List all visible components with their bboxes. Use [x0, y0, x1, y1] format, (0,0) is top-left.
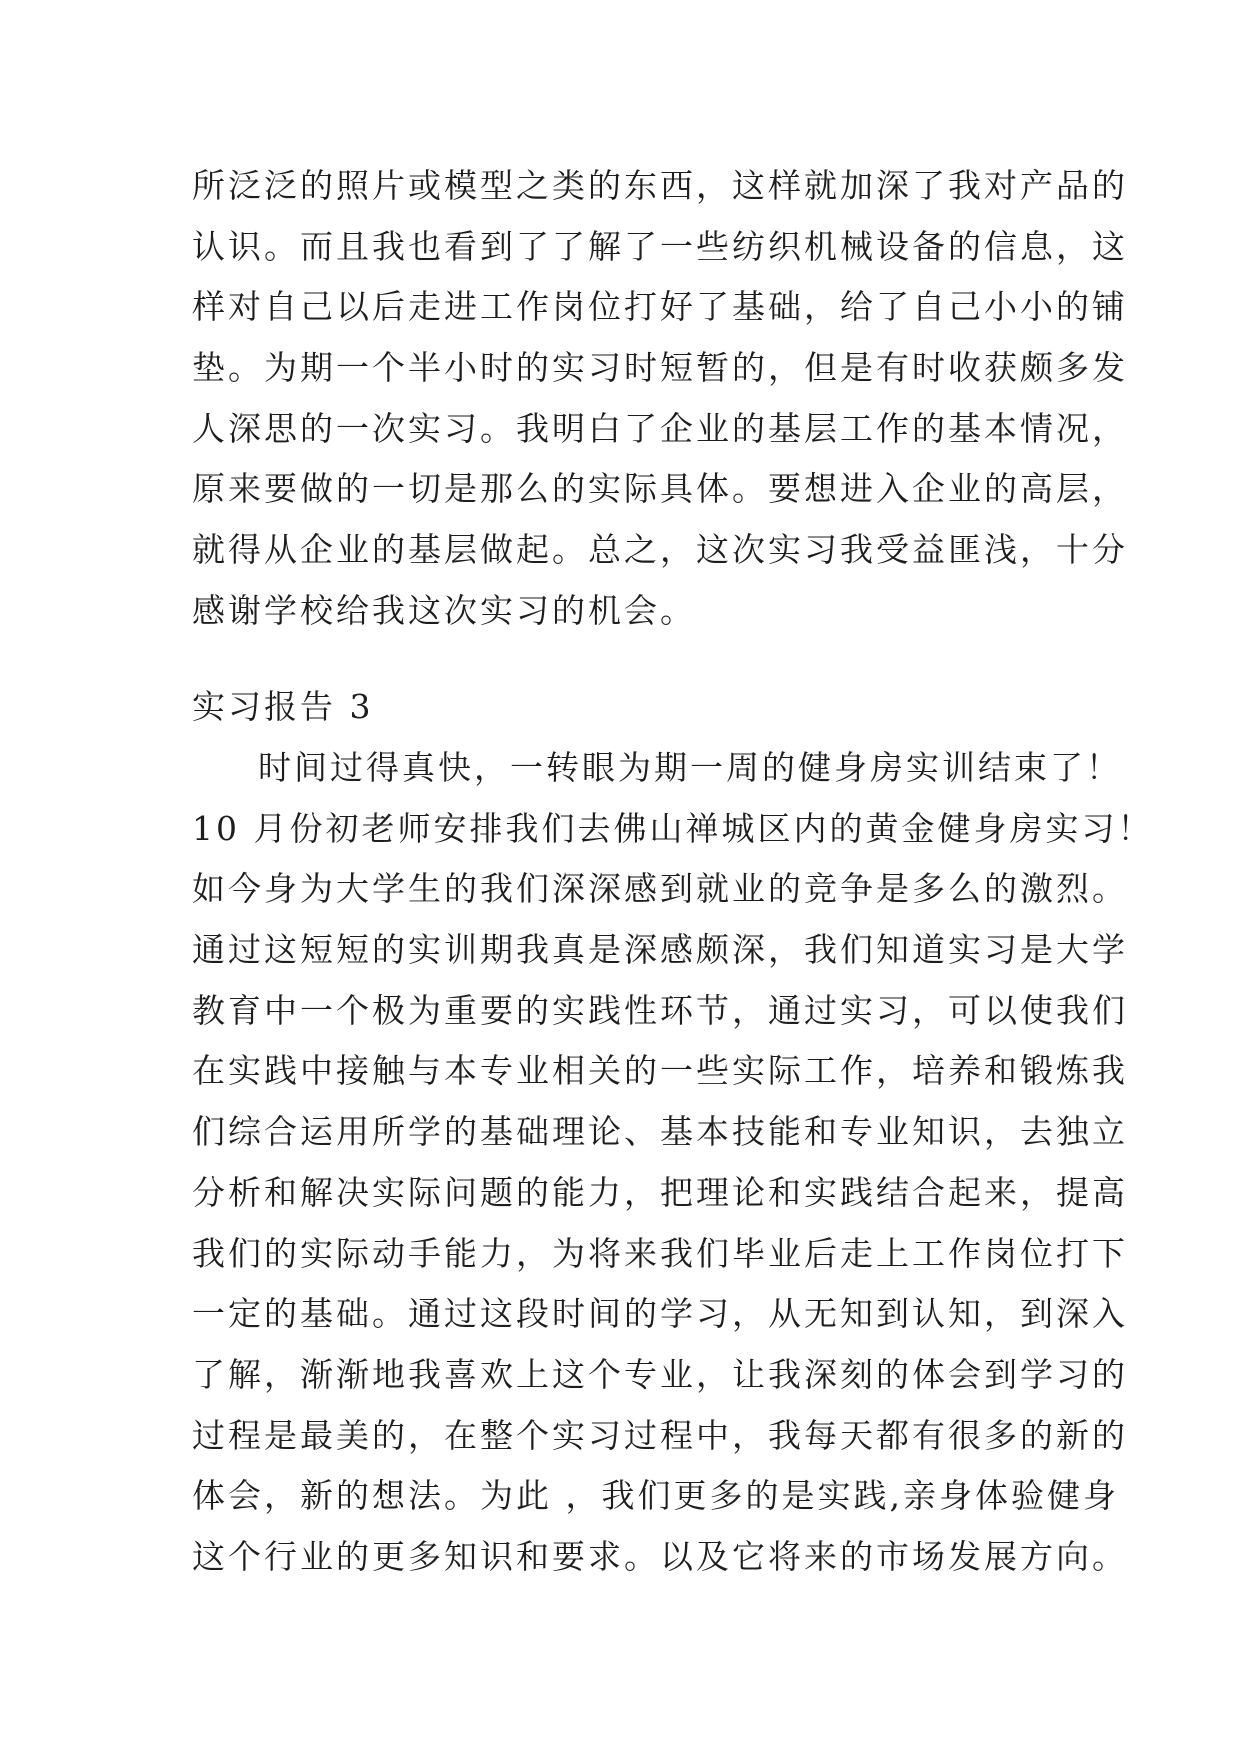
text-line: 认识。而且我也看到了了解了一些纺织机械设备的信息，这 — [192, 226, 1128, 266]
text-line: 10 月份初老师安排我们去佛山禅城区内的黄金健身房实习！ — [192, 808, 1154, 848]
text-line: 时间过得真快，一转眼为期一周的健身房实训结束了！ — [258, 748, 1122, 787]
text-line: 了解，渐渐地我喜欢上这个专业，让我深刻的体会到学习的 — [192, 1354, 1128, 1394]
text-line: 在实践中接触与本专业相关的一些实际工作，培养和锻炼我 — [192, 1051, 1128, 1091]
section-heading — [192, 677, 1072, 738]
text-line: 分析和解决实际问题的能力，把理论和实践结合起来，提高 — [192, 1172, 1128, 1212]
text-line: 这个行业的更多知识和要求。以及它将来的市场发展方向。 — [192, 1536, 1128, 1576]
text-line: 教育中一个极为重要的实践性环节，通过实习，可以使我们 — [192, 990, 1128, 1030]
text-line: 过程是最美的，在整个实习过程中，我每天都有很多的新的 — [192, 1415, 1128, 1455]
text-line: 人深思的一次实习。我明白了企业的基层工作的基本情况， — [192, 408, 1128, 448]
text-line: 原来要做的一切是那么的实际具体。要想进入企业的高层， — [192, 469, 1128, 509]
text-line: 通过这短短的实训期我真是深感颇深，我们知道实习是大学 — [192, 930, 1128, 970]
text-line: 就得从企业的基层做起。总之，这次实习我受益匪浅，十分 — [192, 530, 1128, 570]
text-line: 体会，新的想法。为此 ，我们更多的是实践,亲身体验健身 — [192, 1476, 1119, 1516]
text-line: 一定的基础。通过这段时间的学习，从无知到认知，到深入 — [192, 1294, 1128, 1334]
text-line: 们综合运用所学的基础理论、基本技能和专业知识，去独立 — [192, 1112, 1128, 1152]
text-line: 感谢学校给我这次实习的机会。 — [192, 590, 696, 630]
text-line: 垫。为期一个半小时的实习时短暂的，但是有时收获颇多发 — [192, 348, 1128, 388]
text-line: 我们的实际动手能力，为将来我们毕业后走上工作岗位打下 — [192, 1233, 1128, 1273]
text-line: 所泛泛的照片或模型之类的东西，这样就加深了我对产品的 — [192, 166, 1128, 205]
paragraph-continued — [192, 156, 1128, 642]
text-line: 样对自己以后走进工作岗位打好了基础，给了自己小小的铺 — [192, 287, 1128, 327]
text-line: 如今身为大学生的我们深深感到就业的竞争是多么的激烈。 — [192, 869, 1128, 909]
section-title: 实习报告 3 — [192, 687, 374, 726]
paragraph-report-3 — [192, 738, 1154, 1588]
